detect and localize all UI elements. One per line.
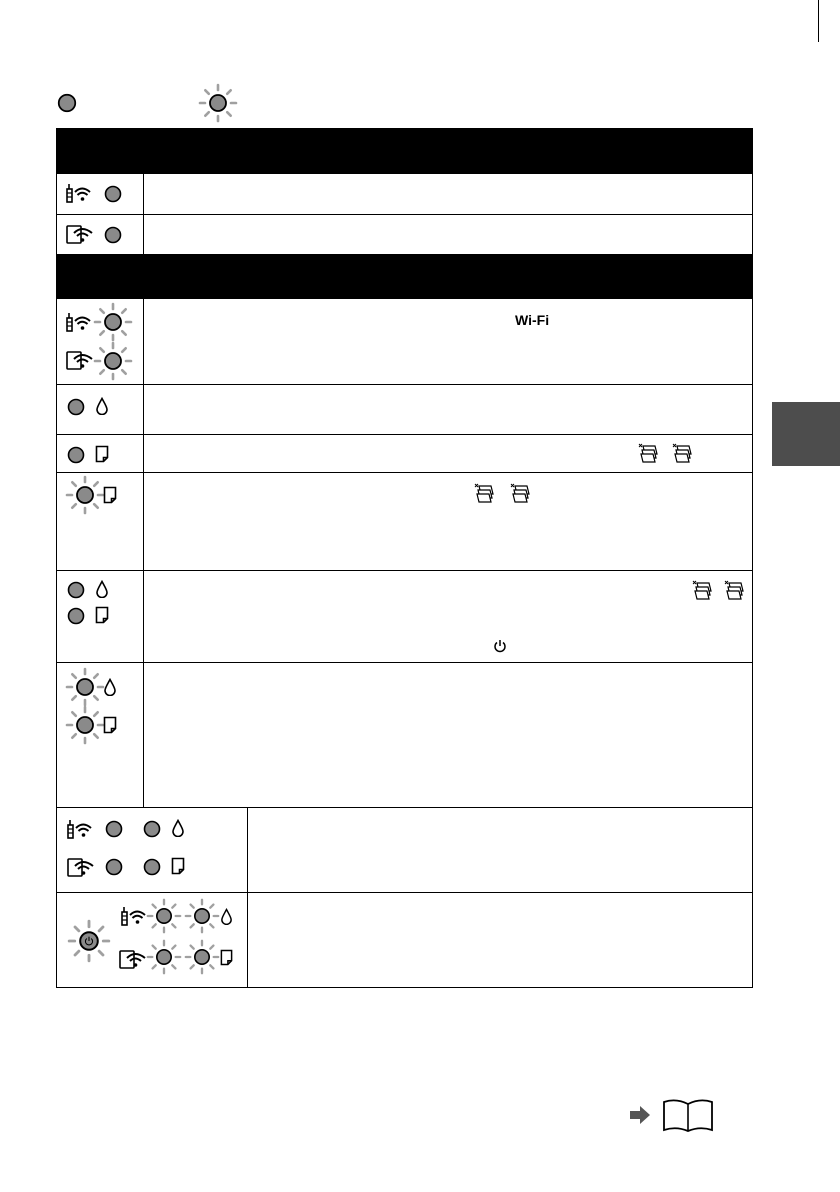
row-description xyxy=(261,893,742,988)
led-off-icon xyxy=(103,184,123,204)
table-row xyxy=(57,807,752,892)
wifi-direct-icon xyxy=(66,223,94,245)
row-description xyxy=(157,571,742,662)
led-off-icon xyxy=(142,857,162,877)
wifi-direct-icon xyxy=(67,856,95,878)
paper-icon xyxy=(103,486,117,504)
paper-feed-button-icon xyxy=(691,580,715,602)
ink-drop-icon xyxy=(95,580,109,598)
row-description xyxy=(261,808,742,892)
table-header-2 xyxy=(57,254,752,299)
table-row xyxy=(57,570,752,662)
wifi-router-icon xyxy=(66,182,92,204)
row-description xyxy=(157,663,742,807)
led-flashing-icon xyxy=(184,898,220,934)
paper-feed-button-icon xyxy=(637,443,661,465)
led-flashing-icon xyxy=(146,939,182,975)
led-off-icon xyxy=(142,819,162,839)
row-description xyxy=(157,385,742,434)
wifi-label: Wi-Fi xyxy=(515,312,550,328)
row-description xyxy=(157,174,742,214)
chapter-side-tab xyxy=(772,402,840,466)
wifi-router-icon xyxy=(66,311,92,333)
wifi-direct-icon xyxy=(119,948,147,970)
table-header-1 xyxy=(57,129,752,174)
table-row xyxy=(57,299,752,384)
user-guide-reference xyxy=(628,1096,728,1136)
led-flashing-icon xyxy=(93,341,133,381)
ink-drop-icon xyxy=(171,819,185,837)
table-row xyxy=(57,662,752,807)
led-flashing-icon xyxy=(93,302,133,342)
led-flashing-icon xyxy=(65,475,105,515)
table-row xyxy=(57,174,752,214)
paper-icon xyxy=(171,857,185,875)
ink-drop-icon xyxy=(103,678,117,696)
led-off-icon xyxy=(66,397,86,417)
led-flashing-icon xyxy=(198,83,238,123)
led-off-icon xyxy=(66,445,86,465)
led-off-icon xyxy=(103,225,123,245)
wifi-direct-icon xyxy=(66,349,94,371)
led-off-icon xyxy=(56,92,78,114)
ink-drop-icon xyxy=(95,397,109,415)
led-flashing-icon xyxy=(146,898,182,934)
row-description xyxy=(157,473,742,570)
paper-feed-button-icon xyxy=(723,580,747,602)
wifi-router-icon xyxy=(121,905,147,927)
ink-drop-icon xyxy=(220,908,233,925)
table-row xyxy=(57,892,752,988)
status-light-table xyxy=(56,128,753,988)
paper-feed-button-icon xyxy=(509,483,533,505)
table-row xyxy=(57,384,752,434)
led-flashing-icon xyxy=(65,705,105,745)
paper-feed-button-icon xyxy=(473,483,497,505)
paper-icon xyxy=(95,445,109,463)
paper-icon xyxy=(220,949,233,966)
table-row xyxy=(57,434,752,472)
row-description xyxy=(157,299,742,384)
led-flashing-icon xyxy=(184,939,220,975)
paper-feed-button-icon xyxy=(671,443,695,465)
led-off-icon xyxy=(104,857,124,877)
led-off-icon xyxy=(66,606,86,626)
led-flashing-icon xyxy=(65,667,105,707)
led-off-icon xyxy=(66,580,86,600)
table-row xyxy=(57,472,752,570)
row-description xyxy=(157,215,742,254)
power-icon xyxy=(493,639,507,653)
paper-icon xyxy=(103,716,117,734)
paper-icon xyxy=(95,606,109,624)
wifi-router-icon xyxy=(67,818,93,840)
user-guide-book-icon xyxy=(628,1096,728,1136)
power-icon xyxy=(84,936,94,946)
top-rule xyxy=(818,0,819,42)
table-row xyxy=(57,214,752,254)
led-off-icon xyxy=(104,819,124,839)
